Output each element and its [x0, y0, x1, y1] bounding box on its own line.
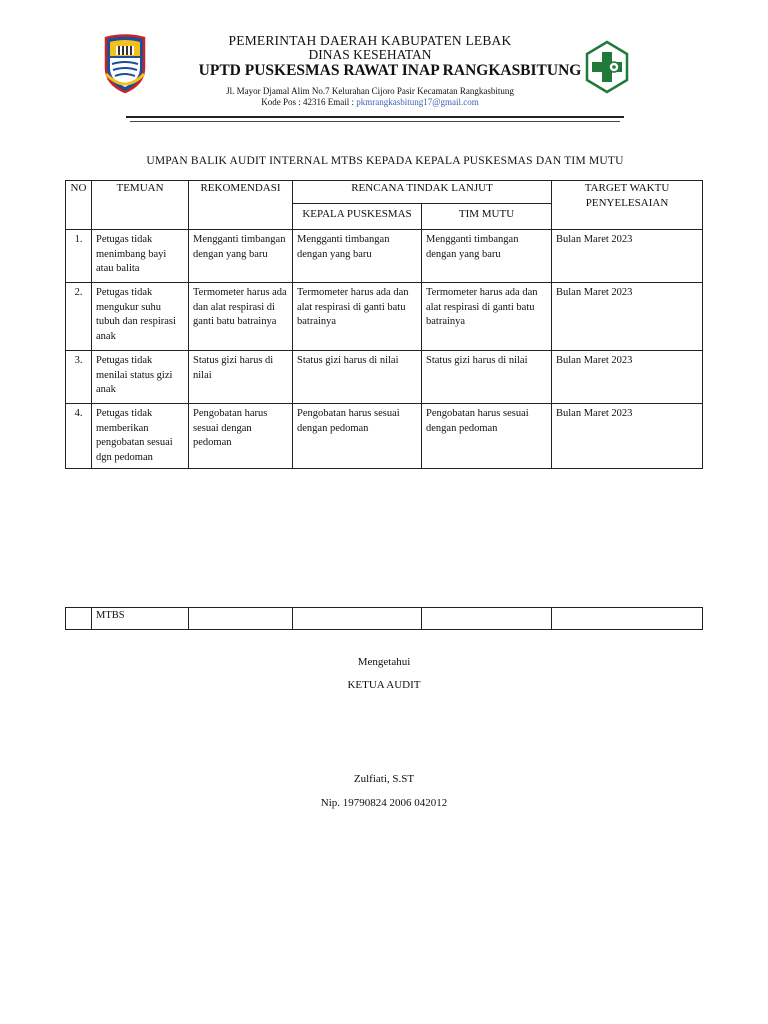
puskesmas-emblem-icon: [583, 40, 631, 94]
cell-tim-mutu: Pengobatan harus sesuai dengan pedoman: [422, 404, 552, 469]
cell-no: 1.: [66, 230, 92, 283]
header-rekomendasi: REKOMENDASI: [189, 181, 293, 230]
cell-rekomendasi: Status gizi harus di nilai: [189, 351, 293, 404]
cell-rekomendasi: Termometer harus ada dan alat respirasi di ganti batu batrainya: [189, 283, 293, 351]
header-temuan: TEMUAN: [92, 181, 189, 230]
header-target-waktu: TARGET WAKTU PENYELESAIAN: [552, 181, 703, 230]
table-row: [66, 608, 703, 630]
cell-kepala: Pengobatan harus sesuai dengan pedoman: [293, 404, 422, 469]
mtbs-cell-label: MTBS: [92, 608, 189, 630]
cell-temuan: Petugas tidak memberikan pengobatan sesuai dgn pedoman: [92, 404, 189, 469]
mtbs-cell-empty: [66, 608, 92, 630]
table-row: [66, 351, 703, 404]
signature-role: KETUA AUDIT: [347, 679, 421, 691]
cell-temuan: Petugas tidak menimbang bayi atau balita: [92, 230, 189, 283]
cell-tim-mutu: Status gizi harus di nilai: [422, 351, 552, 404]
mtbs-row-table: [65, 607, 703, 630]
letterhead-government: PEMERINTAH DAERAH KABUPATEN LEBAK: [228, 33, 512, 48]
mtbs-cell-empty: [293, 608, 422, 630]
cell-tim-mutu: Termometer harus ada dan alat respirasi di ganti batu batrainya: [422, 283, 552, 351]
header-kepala-puskesmas: KEPALA PUSKESMAS: [293, 204, 422, 230]
cell-no: 3.: [66, 351, 92, 404]
table-row: [66, 404, 703, 469]
cell-target: Bulan Maret 2023: [552, 230, 703, 283]
cell-kepala: Mengganti timbangan dengan yang baru: [293, 230, 422, 283]
cell-kepala: Status gizi harus di nilai: [293, 351, 422, 404]
letterhead-contact: [150, 97, 590, 107]
cell-target: Bulan Maret 2023: [552, 283, 703, 351]
signature-name: Zulfiati, S.ST: [353, 773, 415, 785]
signature-mengetahui: Mengetahui: [357, 656, 411, 668]
table-row: [66, 230, 703, 283]
cell-target: Bulan Maret 2023: [552, 351, 703, 404]
cell-no: 4.: [66, 404, 92, 469]
letterhead-rule-thick: [126, 116, 624, 118]
letterhead-address: Jl. Mayor Djamal Alim No.7 Kelurahan Cijoro Pasir Kecamatan Rangkasbitung: [226, 86, 514, 96]
mtbs-cell-empty: [552, 608, 703, 630]
cell-rekomendasi: Pengobatan harus sesuai dengan pedoman: [189, 404, 293, 469]
cell-kepala: Termometer harus ada dan alat respirasi di ganti batu batrainya: [293, 283, 422, 351]
header-no: NO: [66, 181, 92, 230]
letterhead-rule-thin: [130, 121, 620, 122]
audit-feedback-table: [65, 180, 703, 469]
header-tim-mutu: TIM MUTU: [422, 204, 552, 230]
mtbs-cell-empty: [189, 608, 293, 630]
cell-target: Bulan Maret 2023: [552, 404, 703, 469]
signature-nip: Nip. 19790824 2006 042012: [320, 797, 448, 809]
table-row: [66, 283, 703, 351]
cell-tim-mutu: Mengganti timbangan dengan yang baru: [422, 230, 552, 283]
lebak-regency-crest-icon: [102, 34, 148, 94]
cell-no: 2.: [66, 283, 92, 351]
header-rencana-tindak-lanjut: RENCANA TINDAK LANJUT: [293, 181, 552, 204]
document-title: UMPAN BALIK AUDIT INTERNAL MTBS KEPADA KEPALA PUSKESMAS DAN TIM MUTU: [146, 155, 624, 167]
email-link[interactable]: pkmrangkasbitung17@gmail.com: [356, 97, 479, 107]
postal-code-label: Kode Pos : 42316 Email :: [261, 97, 357, 107]
mtbs-cell-empty: [422, 608, 552, 630]
table-header-row: [66, 181, 703, 204]
cell-temuan: Petugas tidak mengukur suhu tubuh dan respirasi anak: [92, 283, 189, 351]
letterhead-institution: UPTD PUSKESMAS RAWAT INAP RANGKASBITUNG: [198, 62, 582, 79]
cell-temuan: Petugas tidak menilai status gizi anak: [92, 351, 189, 404]
letterhead-department: DINAS KESEHATAN: [308, 47, 432, 62]
cell-rekomendasi: Mengganti timbangan dengan yang baru: [189, 230, 293, 283]
